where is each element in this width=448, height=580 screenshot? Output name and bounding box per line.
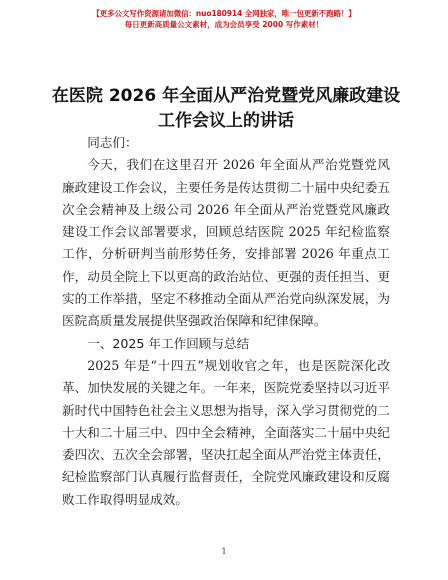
promo-banner-line2: 每日更新高质量公文素材，成为会员享受 2000 写作素材！ — [124, 20, 324, 29]
intro-paragraph: 今天，我们在这里召开 2026 年全面从严治党暨党风廉政建设工作会议，主要任务是传达贯彻二十届中央纪委五次全会精神及上级公司 2026 年全面从严治党暨党风廉政建设工作会议部署要求，回顾总结医院 2025 年纪检监察工作，分析研判当前形势任务，安排部署 2026 年重点工作，动员全院上下以更高的政治站位、更强的责任担当、更实的工作举措，坚定不移推动全面从严治党向纵深发展，为医院高质量发展提供坚强政治保障和纪律保障。 — [62, 157, 390, 329]
promo-banner-line1: 【更多公文写作资源请加微信：nuo180914 全网独家，唯一包更新不跑路！】 — [92, 9, 356, 18]
section-paragraph: 2025 年是“十四五”规划收官之年，也是医院深化改革、加快发展的关键之年。一年来，医院党委坚持以习近平新时代中国特色社会主义思想为指导，深入学习贯彻党的二十大和二十届三中、四中全会精神，全面落实二十届中央纪委四次、五次全会部署，坚决扛起全面从严治党主体责任，纪检监察部门认真履行监督责任，全院党风廉政建设和反腐败工作取得明显成效。 — [62, 357, 390, 507]
promo-banner — [0, 8, 448, 30]
document-title: 在医院 2026 年全面从严治党暨党风廉政建设工作会议上的讲话 — [51, 86, 401, 131]
document-body — [62, 132, 390, 511]
salutation: 同志们： — [87, 135, 138, 150]
page-number: 1 — [221, 547, 227, 556]
section-heading: 一、2025 年工作回顾与总结 — [87, 335, 250, 351]
